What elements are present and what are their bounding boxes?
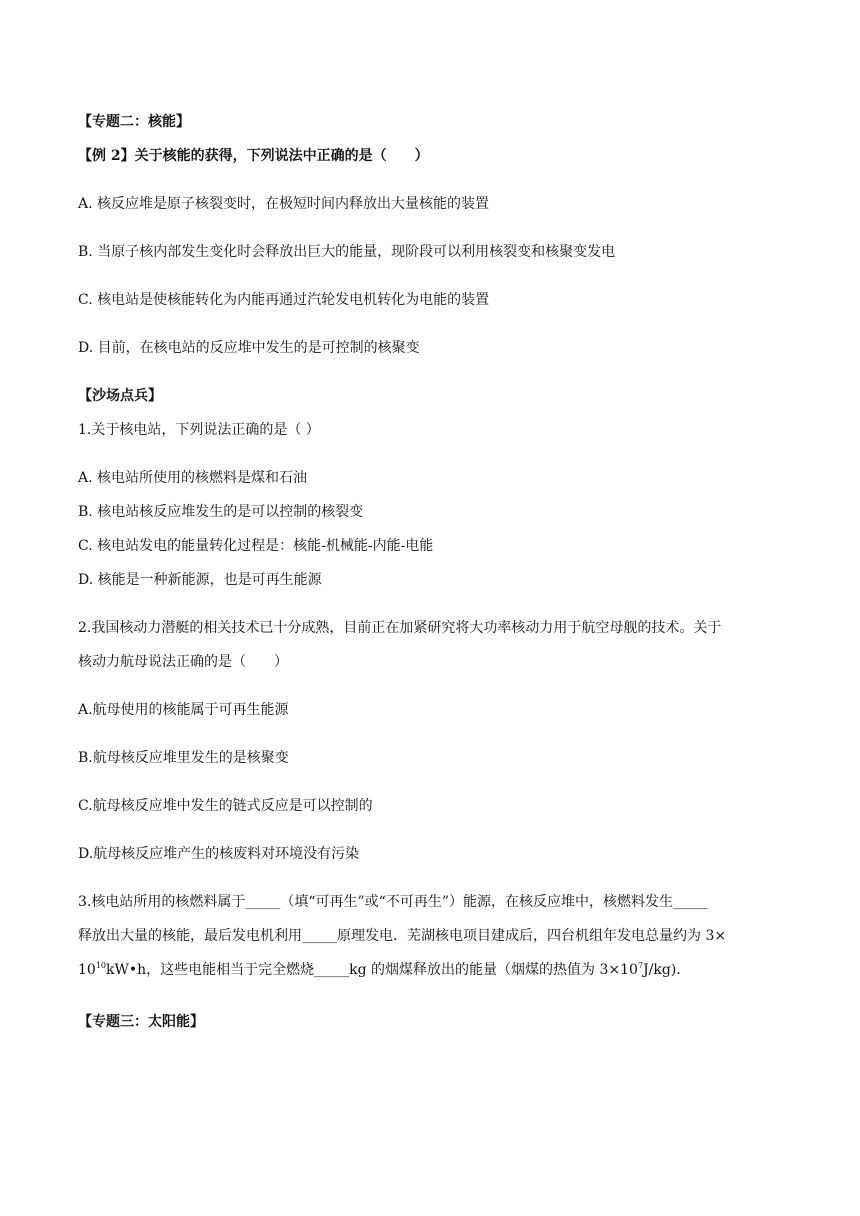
q3-line3-exponent1: 10 — [95, 961, 107, 970]
q1-option-c: C. 核电站发电的能量转化过程是：核能-机械能-内能-电能 — [78, 538, 434, 554]
example2-option-c: C. 核电站是使核能转化为内能再通过汽轮发电机转化为电能的装置 — [78, 292, 490, 308]
q2-option-a: A.航母使用的核能属于可再生能源 — [78, 702, 289, 718]
q2-option-b: B.航母核反应堆里发生的是核聚变 — [78, 750, 289, 766]
q3-line3-c: J/kg)． — [643, 962, 691, 978]
q3-line3-b: kW•h，这些电能相当于完全燃烧_____kg 的烟煤释放出的能量（烟煤的热值为 3×10 — [106, 962, 638, 978]
q3-line1: 3.核电站所用的核燃料属于_____（填“可再生”或“不可再生”）能源，在核反应堆中，核燃料发生_____ — [78, 894, 708, 910]
q2-question-line1: 2.我国核动力潜艇的相关技术已十分成熟，目前正在加紧研究将大功率核动力用于航空母舰的技术。关于 — [78, 620, 722, 636]
q3-line3-a: 10 — [78, 962, 96, 978]
q3-line3-exponent2: 7 — [637, 961, 644, 970]
section3-title: 【专题三：太阳能】 — [78, 1014, 204, 1030]
q2-option-d: D.航母核反应堆产生的核废料对环境没有污染 — [78, 846, 360, 862]
q1-option-a: A. 核电站所使用的核燃料是煤和石油 — [78, 470, 308, 486]
example2-option-b: B. 当原子核内部发生变化时会释放出巨大的能量，现阶段可以利用核裂变和核聚变发电 — [78, 244, 616, 260]
section2-title: 【专题二：核能】 — [78, 114, 190, 130]
q2-question-line2: 核动力航母说法正确的是（ ） — [78, 654, 288, 670]
q3-line2: 释放出大量的核能，最后发电机利用_____原理发电．芜湖核电项目建成后，四台机组年发电总量约为 3× — [78, 928, 727, 944]
q1-option-b: B. 核电站核反应堆发生的是可以控制的核裂变 — [78, 504, 364, 520]
q2-option-c: C.航母核反应堆中发生的链式反应是可以控制的 — [78, 798, 373, 814]
example2-question: 【例 2】关于核能的获得，下列说法中正确的是（ ） — [78, 148, 429, 164]
q3-line3 — [78, 960, 690, 980]
q1-option-d: D. 核能是一种新能源，也是可再生能源 — [78, 572, 322, 588]
example2-option-a: A. 核反应堆是原子核裂变时，在极短时间内释放出大量核能的装置 — [78, 196, 490, 212]
example2-option-d: D. 目前，在核电站的反应堆中发生的是可控制的核聚变 — [78, 340, 420, 356]
q1-question: 1.关于核电站，下列说法正确的是（ ） — [78, 422, 320, 438]
practice-title: 【沙场点兵】 — [78, 388, 162, 404]
